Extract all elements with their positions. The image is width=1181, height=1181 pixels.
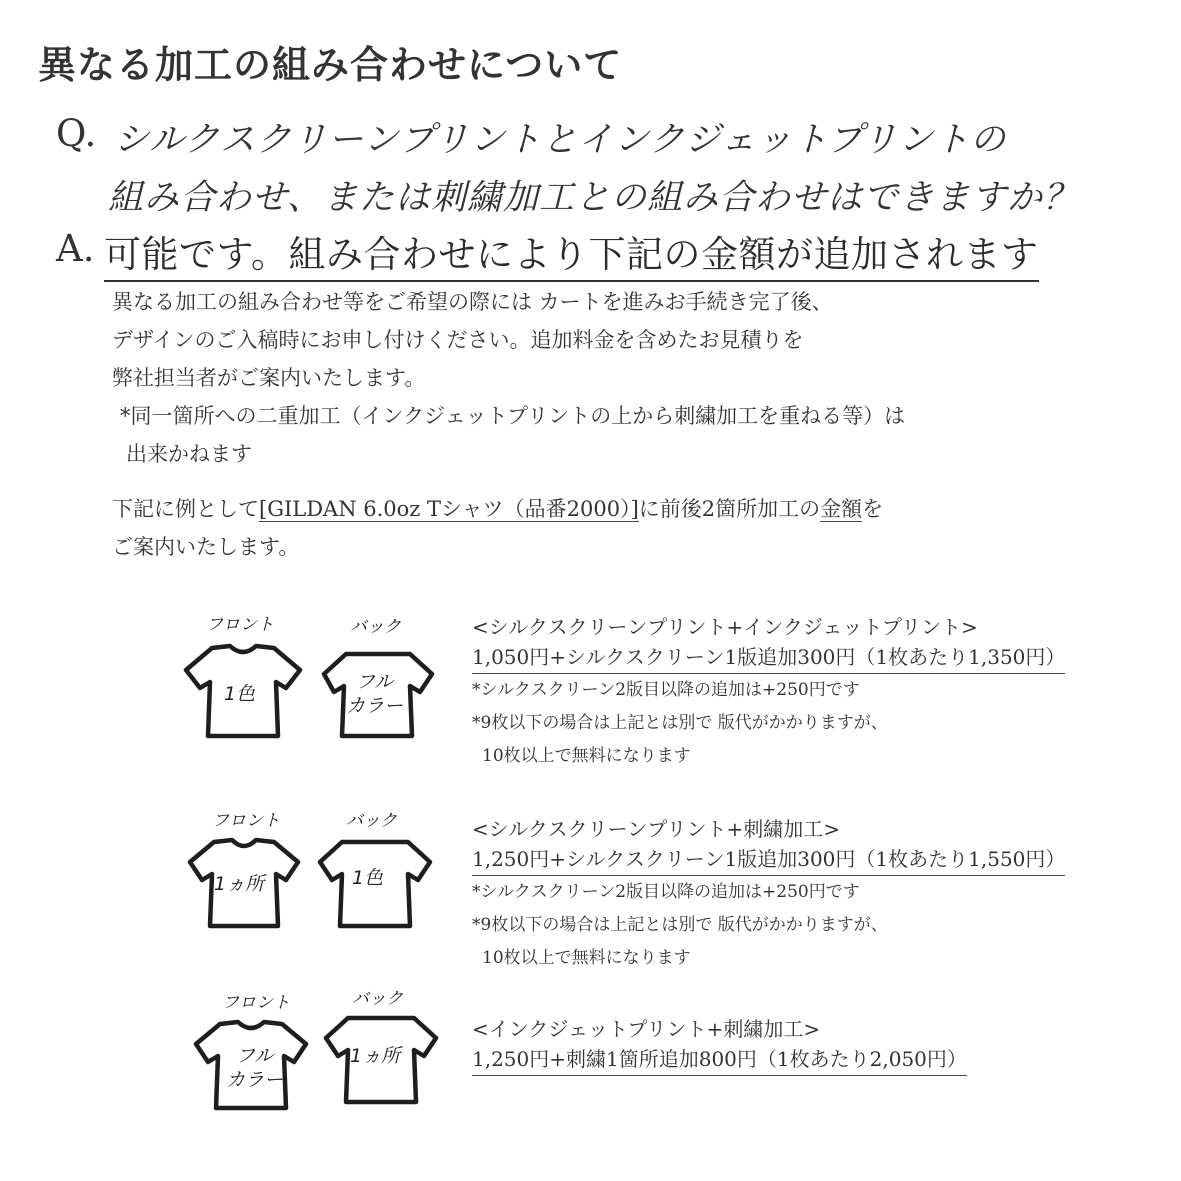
- example-intro: [112, 490, 883, 566]
- combo-note: *9枚以下の場合は上記とは別で 版代がかかりますが、: [472, 915, 888, 935]
- combo-note: *9枚以下の場合は上記とは別で 版代がかかりますが、: [472, 713, 888, 733]
- example-before: 下記に例として: [112, 497, 259, 521]
- combo-note: 10枚以上で無料になります: [482, 948, 691, 968]
- back-text-2: 1色: [352, 867, 384, 889]
- answer-prefix: A.: [56, 227, 95, 270]
- double-processing-note: [120, 397, 905, 473]
- answer-text: 可能です。組み合わせにより下記の金額が追加されます: [104, 224, 1039, 282]
- combo-title: <シルクスクリーンプリント+インクジェットプリント>: [472, 615, 978, 639]
- combo-note: 10枚以上で無料になります: [482, 746, 691, 766]
- combo-inkjet-embroidery: [472, 1014, 967, 1076]
- question-line-2: 組み合わせ、または刺繍加工との組み合わせはできますか？: [108, 178, 1079, 218]
- combo-price: 1,250円+刺繍1箇所追加800円（1枚あたり2,050円）: [472, 1044, 967, 1076]
- front-text-3: [226, 1044, 283, 1092]
- front-caption-1: フロント: [206, 615, 274, 635]
- front-caption-2: フロント: [212, 811, 280, 831]
- back-caption-1: バック: [350, 617, 401, 637]
- combo-title: <シルクスクリーンプリント+刺繍加工>: [472, 817, 840, 841]
- example-after: を: [862, 497, 884, 521]
- combo-note: *シルクスクリーン2版目以降の追加は+250円です: [472, 680, 860, 700]
- description-paragraph: [112, 283, 833, 397]
- question-line-1: シルクスクリーンプリントとインクジェットプリントの: [114, 120, 1007, 160]
- back-text-1-line-2: カラー: [346, 695, 404, 717]
- back-caption-3: バック: [352, 989, 403, 1009]
- front-text-2: 1ヵ所: [214, 873, 265, 895]
- back-text-1-line-1: フル: [355, 671, 394, 693]
- combo-price: 1,250円+シルクスクリーン1版追加300円（1枚あたり1,550円）: [472, 844, 1065, 876]
- description-line-3: 弊社担当者がご案内いたします。: [112, 366, 426, 390]
- example-line-1: [112, 490, 883, 528]
- page-title: 異なる加工の組み合わせについて: [38, 43, 623, 87]
- combo-note: *シルクスクリーン2版目以降の追加は+250円です: [472, 882, 860, 902]
- back-text-1: [346, 670, 403, 718]
- example-amount: 金額: [820, 497, 863, 521]
- front-text-3-line-1: フル: [235, 1045, 274, 1067]
- combo-silkscreen-inkjet: [472, 612, 1065, 773]
- front-text-3-line-2: カラー: [226, 1069, 284, 1091]
- example-line-2: ご案内いたします。: [112, 535, 300, 559]
- combo-price: 1,050円+シルクスクリーン1版追加300円（1枚あたり1,350円）: [472, 642, 1065, 674]
- back-text-3: 1ヵ所: [350, 1045, 401, 1067]
- front-caption-3: フロント: [222, 993, 290, 1013]
- combo-title: <インクジェットプリント+刺繍加工>: [472, 1017, 821, 1041]
- front-text-1: 1色: [224, 683, 256, 705]
- combo-silkscreen-embroidery: [472, 814, 1065, 975]
- question-prefix: Q.: [56, 112, 97, 155]
- description-line-2: デザインのご入稿時にお申し付けください。追加料金を含めたお見積りを: [112, 328, 804, 352]
- note-line-2: 出来かねます: [126, 442, 252, 466]
- example-product: [GILDAN 6.0oz Tシャツ（品番2000）]: [259, 497, 639, 521]
- example-middle: に前後2箇所加工の: [638, 497, 821, 521]
- back-caption-2: バック: [346, 811, 397, 831]
- description-line-1: 異なる加工の組み合わせ等をご希望の際には カートを進みお手続き完了後、: [112, 290, 833, 314]
- note-line-1: *同一箇所への二重加工（インクジェットプリントの上から刺繍加工を重ねる等）は: [120, 404, 906, 428]
